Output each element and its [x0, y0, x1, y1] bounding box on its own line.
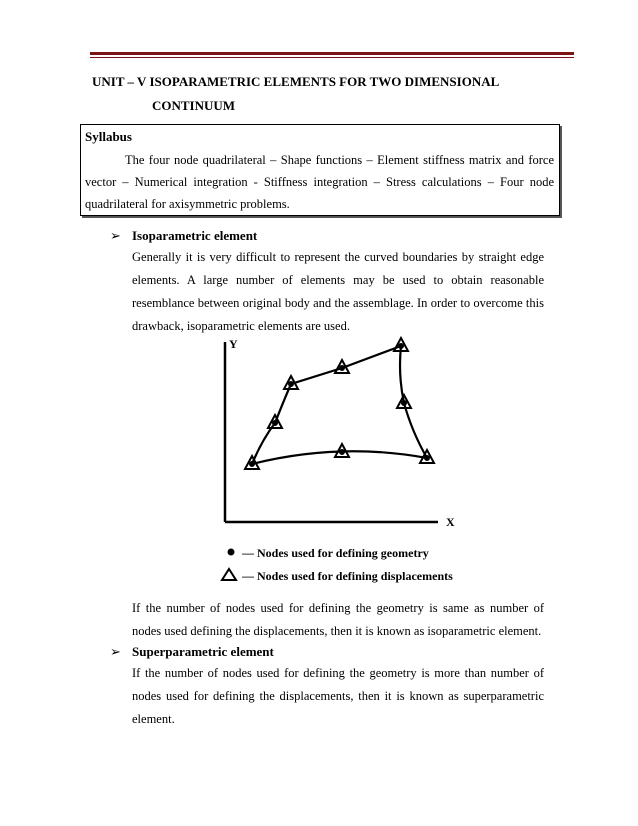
- node-marker: [284, 376, 298, 389]
- node-marker: [397, 395, 411, 408]
- y-axis-label: Y: [229, 337, 238, 351]
- paragraph-isoparametric: Generally it is very difficult to represent the curved boundaries by straight edge elements. A large number of elements may be used to obtain reasonable resemblance between original body and the assemblage. In order to overcome this drawback, isoparametric elements are used.: [132, 250, 544, 333]
- header-rule-thick: [90, 52, 574, 55]
- syllabus-heading: Syllabus: [85, 129, 132, 144]
- x-axis-label: X: [446, 515, 455, 529]
- legend-dot-icon: [228, 549, 235, 556]
- node-markers: [245, 338, 434, 469]
- node-marker: [335, 444, 349, 457]
- legend-displacement: — Nodes used for defining displacements: [242, 569, 453, 583]
- node-marker: [335, 360, 349, 373]
- section-heading-superparametric: Superparametric element: [132, 644, 274, 659]
- node-marker: [245, 456, 259, 469]
- header-rule-thin: [90, 57, 574, 58]
- legend-triangle-icon: [222, 569, 236, 580]
- page-title-line2: CONTINUUM: [152, 98, 236, 113]
- legend-geometry: — Nodes used for defining geometry: [242, 546, 429, 560]
- section-heading-isoparametric: Isoparametric element: [132, 228, 258, 243]
- bullet-arrow-icon: ➢: [110, 228, 121, 243]
- element-boundary: [252, 346, 427, 464]
- bullet-arrow-icon: ➢: [110, 644, 121, 659]
- node-marker: [420, 450, 434, 463]
- node-marker: [394, 338, 408, 351]
- syllabus-text: The four node quadrilateral – Shape functions – Element stiffness matrix and force vector – Numerical integration - Stiffness integration – Stress calculations – Four node quadrilateral for axisymmetric problems.: [85, 153, 554, 211]
- paragraph-isoparametric-definition: If the number of nodes used for defining the geometry is same as number of nodes used defining the displacements, then it is known as isoparametric element.: [132, 601, 544, 638]
- syllabus-box: [80, 124, 560, 216]
- page-title-line1: UNIT – V ISOPARAMETRIC ELEMENTS FOR TWO DIMENSIONAL: [92, 74, 500, 89]
- node-marker: [268, 415, 282, 428]
- paragraph-superparametric: If the number of nodes used for defining the geometry is more than number of nodes used for defining the displacements, then it is known as superparametric element.: [132, 666, 544, 726]
